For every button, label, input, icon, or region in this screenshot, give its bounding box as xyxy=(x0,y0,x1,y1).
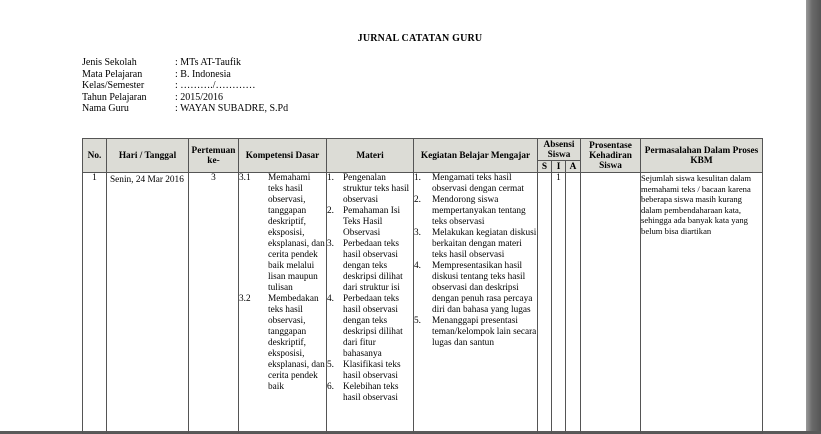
header-abs-a: A xyxy=(566,161,581,173)
list-text: Kelebihan teks hasil observasi xyxy=(343,382,399,403)
header-absensi: Absensi Siswa xyxy=(538,139,581,161)
cell-abs-s xyxy=(538,173,552,434)
list-item xyxy=(414,316,537,349)
list-text: Pemahaman Isi Teks Hasil Observasi xyxy=(343,206,401,238)
list-item xyxy=(327,206,413,239)
hari-tanggal-text: Senin, 24 Mar 2016 xyxy=(110,175,184,185)
meta-row-tahun-pelajaran xyxy=(82,92,288,104)
meta-value: : 2015/2016 xyxy=(175,91,224,103)
list-number: 2. xyxy=(327,206,334,216)
meta-value: : MTs AT-Taufik xyxy=(175,57,242,68)
list-item xyxy=(239,173,326,294)
list-number: 3.2 xyxy=(239,294,251,304)
list-text: Perbedaan teks hasil observasi dengan teks deskripsi dilihat dari struktur isi xyxy=(343,239,403,293)
journal-table xyxy=(82,138,763,434)
document-meta xyxy=(82,57,288,115)
cell-permasalahan: Sejumlah siswa kesulitan dalam memahami teks / bacaan karena beberapa siswa masih kurang dalam pembendaharaan kata, sehingga ada banyak kata yang belum bisa diartikan xyxy=(641,173,763,434)
list-number: 2. xyxy=(414,195,421,205)
header-abs-s: S xyxy=(538,161,552,173)
document-title: JURNAL CATATAN GURU xyxy=(357,33,483,44)
meta-value: : WAYAN SUBADRE, S.Pd xyxy=(175,103,289,114)
cell-hari-tanggal xyxy=(107,173,189,434)
list-item xyxy=(239,294,326,393)
list-item xyxy=(327,173,413,206)
meta-row-jenis-sekolah xyxy=(82,57,288,69)
header-permasalahan: Permasalahan Dalam Proses KBM xyxy=(641,139,763,173)
header-abs-i: I xyxy=(552,161,566,173)
meta-label: Kelas/Semester xyxy=(82,80,145,91)
meta-label: Nama Guru xyxy=(82,103,129,114)
list-item xyxy=(414,195,537,228)
meta-label: Tahun Pelajaran xyxy=(82,91,147,103)
list-number: 6. xyxy=(327,382,334,392)
list-number: 1. xyxy=(327,173,334,183)
list-item xyxy=(414,228,537,261)
list-text: Mendorong siswa mempertanyakan tentang teks observasi xyxy=(432,195,526,227)
table-header-row xyxy=(83,139,763,161)
header-kompetensi-dasar: Kompetensi Dasar xyxy=(239,139,327,173)
list-text: Perbedaan teks hasil observasi dengan teks deskripsi dilihat dari fitur bahasanya xyxy=(343,294,403,359)
header-prosentase: Prosentase Kehadiran Siswa xyxy=(581,139,641,173)
list-text: Pengenalan struktur teks hasil observasi xyxy=(343,173,410,205)
meta-label: Mata Pelajaran xyxy=(82,68,143,80)
list-text: Mempresentasikan hasil diskusi tentang teks hasil observasi dan deskripsi dengan penuh rasa percaya diri dan bahasa yang lugas xyxy=(432,261,533,315)
list-number: 4. xyxy=(414,261,421,271)
list-text: Membedakan teks hasil observasi, tanggapan deskriptif, eksposisi, eksplanasi, dan cerita pendek baik xyxy=(268,294,325,392)
list-number: 5. xyxy=(414,316,421,326)
list-item xyxy=(327,360,413,382)
header-no: No. xyxy=(83,139,107,173)
header-pertemuan: Pertemuan ke- xyxy=(189,139,239,173)
meta-row-kelas-semester xyxy=(82,80,288,92)
header-materi: Materi xyxy=(327,139,414,173)
meta-row-mata-pelajaran xyxy=(82,69,288,81)
list-number: 3. xyxy=(327,239,334,249)
cell-no: 1 xyxy=(83,173,107,434)
list-number: 4. xyxy=(327,294,334,304)
list-number: 3. xyxy=(414,228,421,238)
meta-value: : B. Indonesia xyxy=(175,68,231,80)
list-item xyxy=(414,173,537,195)
list-number: 5. xyxy=(327,360,334,370)
list-number: 3.1 xyxy=(239,173,251,183)
header-kegiatan: Kegiatan Belajar Mengajar xyxy=(414,139,538,173)
list-item xyxy=(327,382,413,404)
cell-abs-a xyxy=(566,173,581,434)
header-hari-tanggal: Hari / Tanggal xyxy=(107,139,189,173)
list-text: Klasifikasi teks hasil observasi xyxy=(343,360,401,381)
cell-kompetensi xyxy=(239,173,327,434)
list-text: Melakukan kegiatan diskusi berkaitan dengan materi teks hasil observasi xyxy=(432,228,537,260)
cell-kegiatan xyxy=(414,173,538,434)
list-text: Mengamati teks hasil observasi dengan cermat xyxy=(432,173,524,194)
list-item xyxy=(414,261,537,316)
table-row xyxy=(83,173,763,434)
meta-row-nama-guru xyxy=(82,103,288,115)
list-item xyxy=(327,239,413,294)
list-item xyxy=(327,294,413,360)
kegiatan-list xyxy=(414,173,537,349)
list-text: Menanggapi presentasi teman/kelompok lain secara lugas dan santun xyxy=(432,316,537,348)
meta-value: : ………./………… xyxy=(175,80,256,91)
cell-pertemuan: 3 xyxy=(189,173,239,434)
cell-materi xyxy=(327,173,414,434)
materi-list xyxy=(327,173,413,404)
page-shadow xyxy=(806,0,821,431)
kompetensi-list xyxy=(239,173,326,393)
list-text: Memahami teks hasil observasi, tanggapan deskriptif, eksposisi, eksplanasi, dan cerita pendek baik melalui lisan maupun tulisan xyxy=(268,173,325,293)
cell-prosentase xyxy=(581,173,641,434)
list-number: 1. xyxy=(414,173,421,183)
cell-abs-i: 1 xyxy=(552,173,566,434)
meta-label: Jenis Sekolah xyxy=(82,57,137,68)
